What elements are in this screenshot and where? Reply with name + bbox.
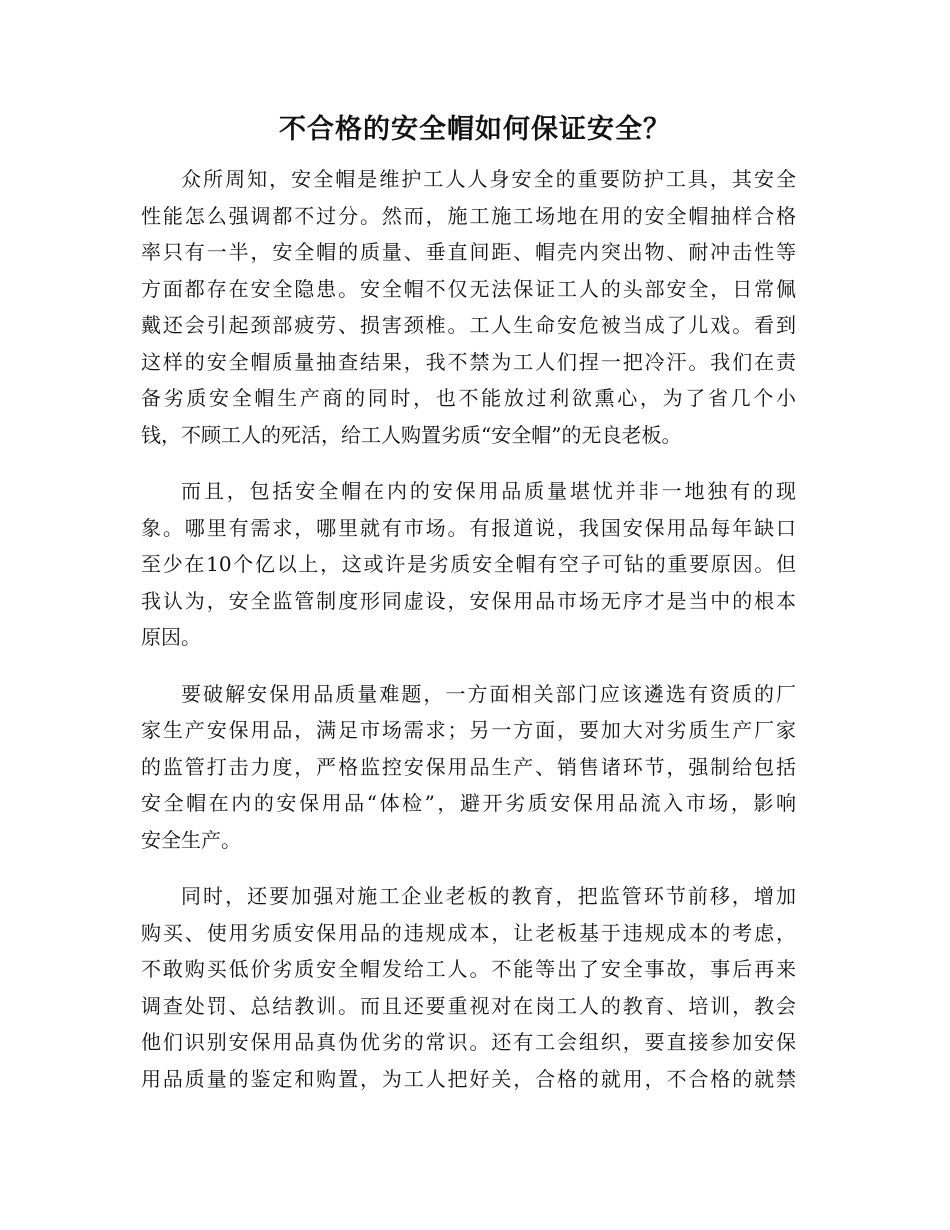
paragraph-2: [141, 473, 796, 656]
text-line: 购买、使用劣质安保用品的违规成本，让老板基于违规成本的考虑，: [141, 920, 796, 945]
document-body: [141, 161, 796, 1117]
text-line: 钱，不顾工人的死活，给工人购置劣质“安全帽”的无良老板。: [141, 422, 682, 447]
text-line: 这样的安全帽质量抽查结果，我不禁为工人们捏一把冷汗。我们在责: [141, 349, 796, 374]
text-line: 至少在10个亿以上，这或许是劣质安全帽有空子可钻的重要原因。但: [141, 552, 796, 576]
text-line: 的监管打击力度，严格监控安保用品生产、销售诸环节，强制给包括: [141, 754, 796, 779]
text-line: 安全帽在内的安保用品“体检”，避开劣质安保用品流入市场，影响: [141, 791, 796, 815]
text-line: 众所周知，安全帽是维护工人人身安全的重要防护工具，其安全: [181, 167, 796, 191]
text-line: 备劣质安全帽生产商的同时，也不能放过利欲熏心，为了省几个小: [141, 386, 796, 410]
paragraph-1: [141, 161, 796, 453]
text-line: 他们识别安保用品真伪优劣的常识。还有工会组织，要直接参加安保: [141, 1030, 796, 1054]
text-line: 象。哪里有需求，哪里就有市场。有报道说，我国安保用品每年缺口: [141, 515, 796, 540]
text-line: 我认为，安全监管制度形同虚设，安保用品市场无序才是当中的根本: [141, 588, 796, 613]
text-line: 要破解安保用品质量难题，一方面相关部门应该遴选有资质的厂: [181, 681, 796, 706]
document-title: 不合格的安全帽如何保证安全？: [279, 114, 671, 145]
text-line: 同时，还要加强对施工企业老板的教育，把监管环节前移，增加: [181, 884, 796, 908]
text-line: 性能怎么强调都不过分。然而，施工施工场地在用的安全帽抽样合格: [141, 203, 796, 228]
text-line: 率只有一半，安全帽的质量、垂直间距、帽壳内突出物、耐冲击性等: [141, 240, 796, 264]
text-line: 调查处罚、总结教训。而且还要重视对在岗工人的教育、培训，教会: [141, 993, 796, 1018]
text-line: 家生产安保用品，满足市场需求；另一方面，要加大对劣质生产厂家: [141, 718, 796, 742]
text-line: 用品质量的鉴定和购置，为工人把好关，合格的就用，不合格的就禁: [141, 1066, 796, 1091]
paragraph-3: [141, 676, 796, 859]
text-line: 戴还会引起颈部疲劳、损害颈椎。工人生命安危被当成了儿戏。看到: [141, 313, 796, 337]
text-line: 原因。: [141, 625, 201, 649]
text-line: 安全生产。: [141, 827, 241, 852]
text-line: 而且，包括安全帽在内的安保用品质量堪忧并非一地独有的现: [181, 479, 796, 503]
text-line: 不敢购买低价劣质安全帽发给工人。不能等出了安全事故，事后再来: [141, 957, 796, 981]
text-line: 方面都存在安全隐患。安全帽不仅无法保证工人的头部安全，日常佩: [141, 276, 796, 301]
paragraph-4: [141, 878, 796, 1097]
